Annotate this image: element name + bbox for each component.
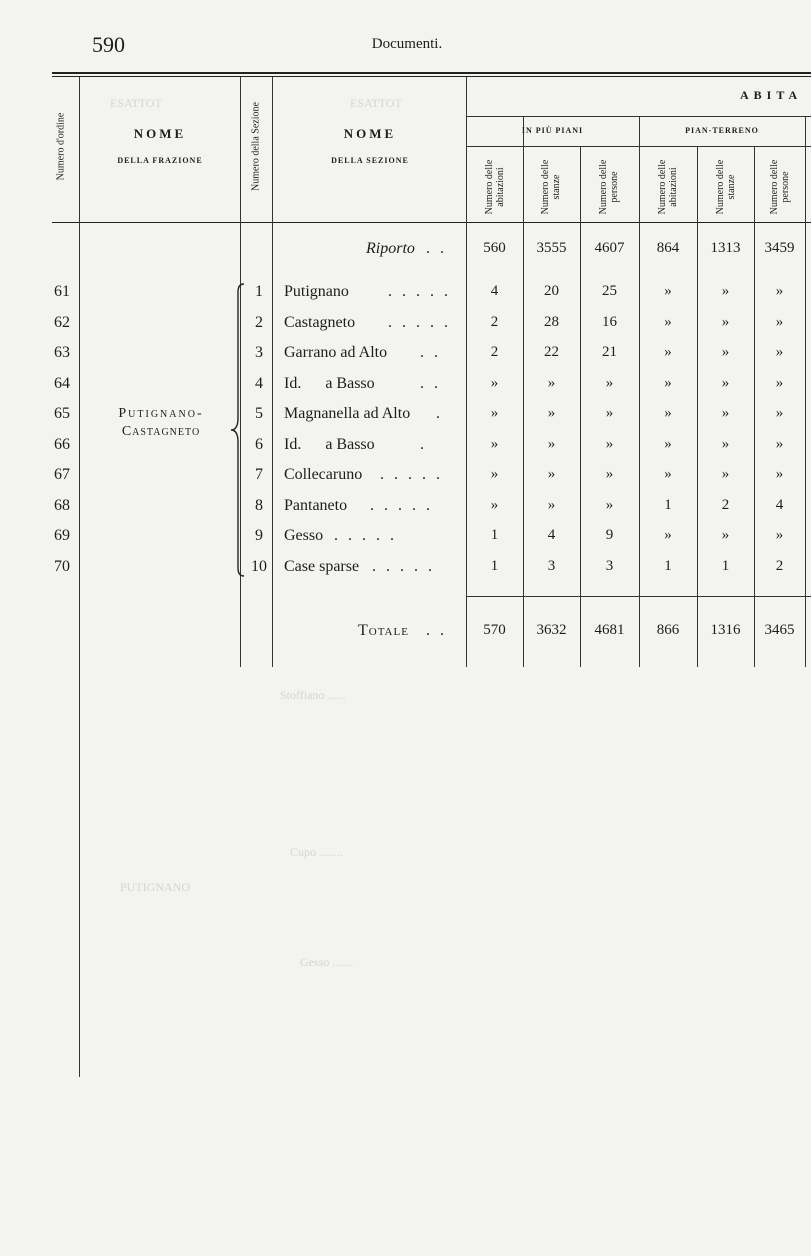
page-title: Documenti. (371, 36, 443, 52)
sezione-cell: 8 (255, 496, 263, 514)
value-cell: » (547, 374, 556, 391)
group-pian-terreno: PIAN-TERRENO (685, 126, 759, 135)
sezione-name-cell: Id. a Basso (284, 435, 375, 453)
value-cell: » (547, 405, 556, 421)
value-cell: 20 (544, 283, 559, 299)
leader-dots: . . . . . (388, 313, 451, 331)
riporto-value: 864 (656, 240, 680, 256)
col-nome-sezione: NOME (343, 126, 397, 141)
col-line (272, 77, 273, 667)
value-cell: » (605, 405, 614, 421)
ordine-cell: 62 (54, 313, 70, 331)
subcol-stanze: Numero delle stanze (540, 159, 562, 215)
totale-value: 3632 (536, 622, 567, 638)
value-cell: » (721, 283, 730, 299)
riporto-label: Riporto (366, 240, 415, 257)
top-rule (52, 72, 811, 74)
value-cell: » (664, 313, 672, 330)
value-cell: » (775, 405, 784, 421)
totale-value: 866 (656, 622, 680, 638)
subcol-persone: Numero delle persone (769, 159, 791, 215)
value-cell: 3 (547, 557, 556, 574)
col-line (466, 77, 467, 667)
leader-dots: . . (426, 240, 447, 257)
sezione-name-cell: Case sparse (284, 557, 360, 575)
value-cell: 2 (490, 313, 499, 330)
subcol-abitazioni: Numero delle abitazioni (657, 159, 679, 215)
value-cell: 1 (664, 496, 672, 513)
value-cell: 1 (721, 557, 730, 574)
value-cell: » (605, 374, 614, 391)
sezione-name-cell: Id. a Basso (284, 374, 375, 392)
leader-dots: . . . . . (370, 496, 433, 514)
value-cell: » (775, 283, 784, 299)
value-cell: » (664, 405, 672, 421)
value-cell: 21 (602, 344, 617, 360)
ordine-cell: 69 (54, 527, 70, 544)
value-cell: » (664, 435, 672, 452)
value-cell: » (775, 344, 784, 360)
col-nome-frazione-sub: DELLA FRAZIONE (117, 156, 203, 165)
col-line (639, 117, 640, 667)
sezione-name-cell: Garrano ad Alto (284, 344, 388, 361)
ordine-cell: 65 (54, 405, 70, 422)
totale-value: 3465 (764, 622, 795, 638)
value-cell: » (547, 466, 556, 482)
value-cell: » (547, 435, 556, 452)
col-line (79, 77, 80, 1077)
value-cell: » (605, 435, 614, 452)
value-cell: » (664, 466, 672, 482)
value-cell: 4 (490, 283, 499, 299)
value-cell: 25 (602, 283, 617, 299)
sezione-cell: 9 (255, 527, 263, 544)
ordine-cell: 63 (54, 344, 70, 361)
group-in-piu-piani: IN PIÙ PIANI (521, 126, 584, 135)
ordine-cell: 67 (54, 466, 70, 483)
value-cell: » (775, 313, 784, 330)
totale-label: Totale (358, 622, 409, 639)
col-nome-sezione-sub: DELLA SEZIONE (331, 156, 409, 165)
value-cell: » (664, 283, 672, 299)
leader-dots: . . . . . (388, 283, 451, 300)
leader-dots: . (420, 435, 427, 453)
subcol-persone: Numero delle persone (598, 159, 620, 215)
sezione-cell: 7 (255, 466, 263, 483)
value-cell: 9 (605, 527, 614, 543)
value-cell: » (664, 374, 672, 391)
sezione-cell: 2 (255, 313, 263, 331)
value-cell: » (490, 466, 499, 482)
sezione-name-cell: Putignano (284, 283, 349, 300)
sezione-cell: 5 (255, 405, 263, 422)
value-cell: » (775, 374, 784, 391)
totale-value: 4681 (594, 622, 625, 638)
riporto-value: 560 (483, 240, 506, 256)
leader-dots: . . (420, 374, 441, 392)
value-cell: » (547, 496, 556, 513)
riporto-value: 3459 (764, 240, 795, 256)
value-cell: 28 (544, 313, 559, 330)
ordine-cell: 64 (54, 374, 70, 392)
value-cell: » (775, 466, 784, 482)
value-cell: 1 (664, 557, 672, 574)
sezione-cell: 3 (255, 344, 263, 361)
totale-value: 570 (483, 622, 506, 638)
frazione-name (96, 405, 226, 441)
value-cell: » (721, 466, 730, 482)
col-line (523, 117, 524, 667)
value-cell: 1 (490, 527, 499, 543)
col-numero-sezione: Numero della Sezione (250, 102, 262, 191)
col-nome-frazione: NOME (133, 126, 187, 141)
leader-dots: . . . . . (372, 557, 435, 575)
ordine-cell: 66 (54, 435, 70, 453)
ordine-cell: 70 (54, 557, 70, 575)
leader-dots: . (436, 405, 443, 422)
subcol-abitazioni: Numero delle abitazioni (484, 159, 506, 215)
totale-value: 1316 (710, 622, 741, 638)
value-cell: 4 (775, 496, 784, 513)
value-cell: 4 (547, 527, 556, 543)
value-cell: 16 (602, 313, 617, 330)
page-number: 590 (92, 32, 125, 57)
value-cell: » (664, 527, 672, 543)
value-cell: » (721, 313, 730, 330)
value-cell: 2 (490, 344, 499, 360)
value-cell: » (605, 466, 614, 482)
col-ordine: Numero d'ordine (55, 112, 67, 181)
sezione-name-cell: Collecaruno (284, 466, 363, 483)
value-cell: » (490, 435, 499, 452)
top-rule-thin (52, 76, 811, 77)
value-cell: » (721, 435, 730, 452)
value-cell: » (721, 344, 730, 360)
value-cell: » (775, 435, 784, 452)
leader-dots: . . (420, 344, 441, 361)
riporto-value: 4607 (594, 240, 625, 256)
group-abita: ABITA (740, 88, 803, 102)
sezione-cell: 4 (255, 374, 263, 392)
sezione-cell: 10 (251, 557, 267, 575)
sezione-name-cell: Gesso (284, 527, 324, 544)
sezione-cell: 6 (255, 435, 263, 453)
value-cell: » (721, 405, 730, 421)
value-cell: 22 (544, 344, 559, 360)
subcol-stanze: Numero delle stanze (715, 159, 737, 215)
sezione-name-cell: Pantaneto (284, 496, 348, 514)
ordine-cell: 68 (54, 496, 70, 514)
value-cell: » (721, 527, 730, 543)
frazione-line1: Putignano- (118, 406, 204, 421)
value-cell: » (775, 527, 784, 543)
value-cell: » (605, 496, 614, 513)
riporto-value: 1313 (710, 240, 741, 256)
leader-dots: . . . . . (334, 527, 397, 544)
ordine-cell: 61 (54, 283, 70, 300)
value-cell: 2 (721, 496, 730, 513)
sezione-cell: 1 (255, 283, 263, 300)
value-cell: » (721, 374, 730, 391)
leader-dots: . . (426, 622, 447, 639)
value-cell: » (490, 496, 499, 513)
value-cell: » (490, 374, 499, 391)
value-cell: 1 (490, 557, 499, 574)
sezione-name-cell: Magnanella ad Alto (284, 405, 411, 422)
value-cell: » (490, 405, 499, 421)
col-line (805, 117, 806, 667)
riporto-value: 3555 (536, 240, 567, 256)
value-cell: 3 (605, 557, 614, 574)
value-cell: 2 (775, 557, 784, 574)
sezione-name-cell: Castagneto (284, 313, 356, 331)
leader-dots: . . . . . (380, 466, 443, 483)
frazione-line2: Castagneto (121, 424, 201, 439)
value-cell: » (664, 344, 672, 360)
